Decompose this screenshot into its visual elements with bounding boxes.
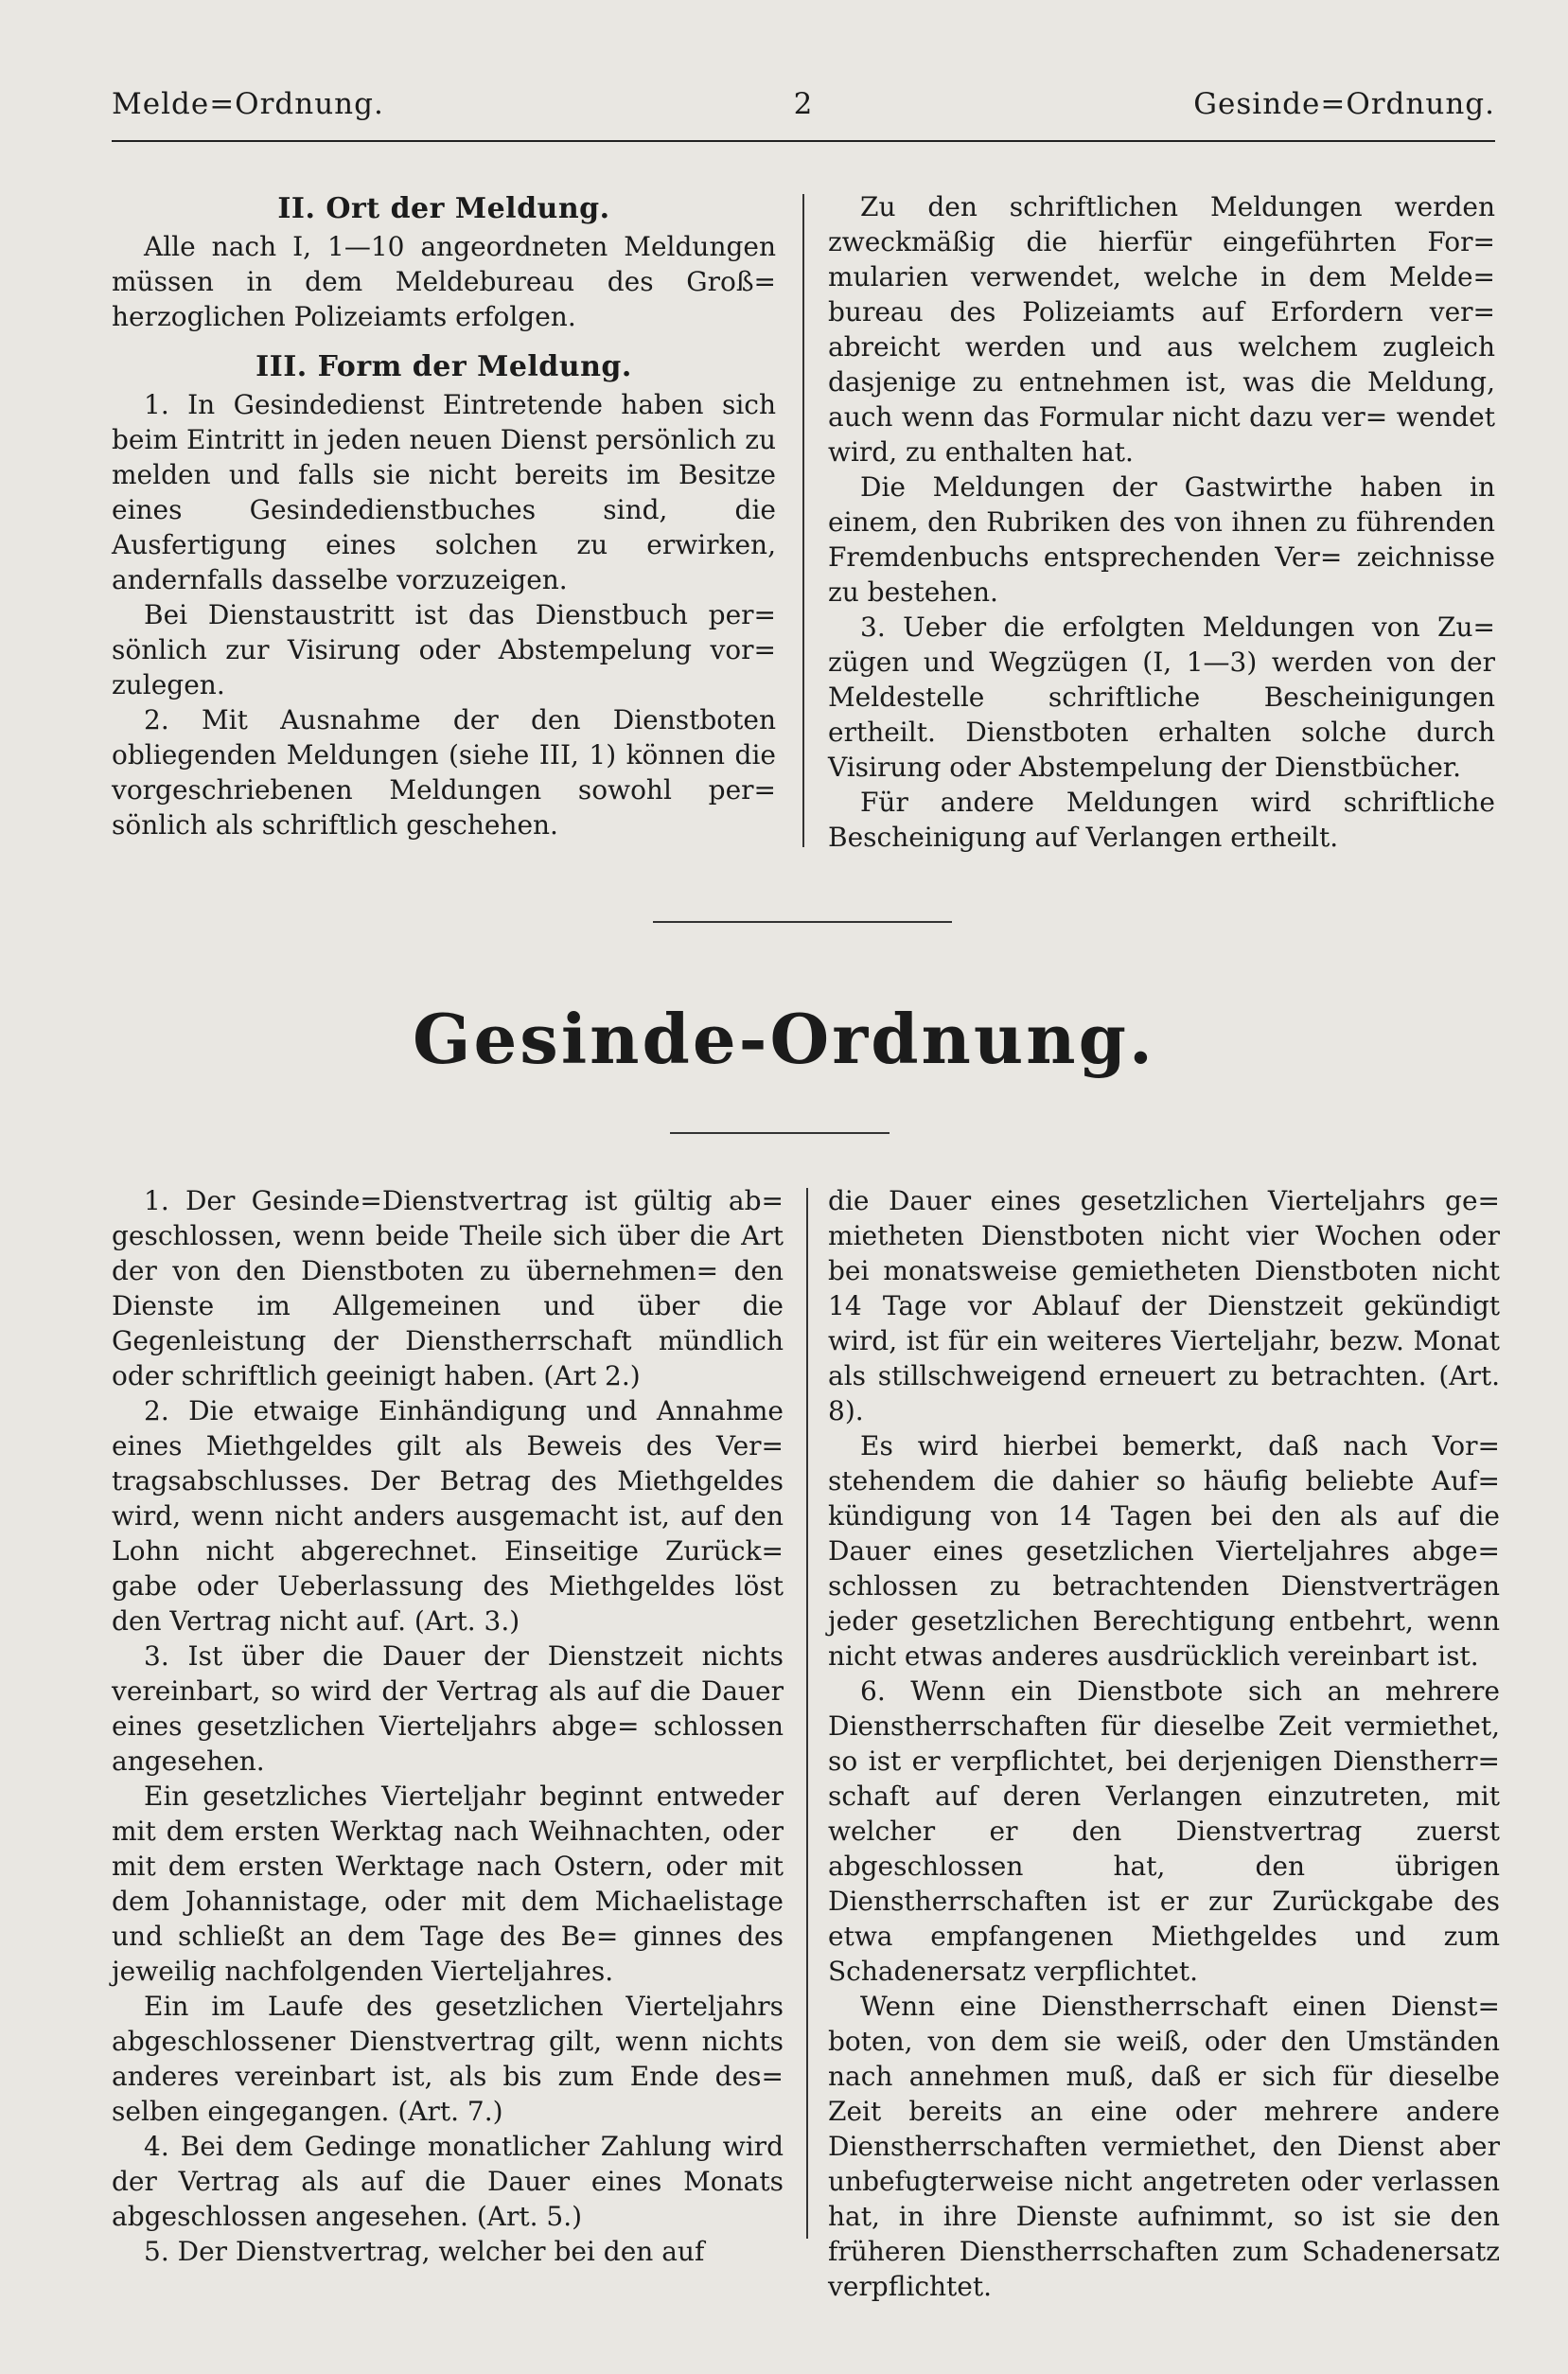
paragraph: Für andere Meldungen wird schriftliche Bescheinigung auf Verlangen ertheilt. bbox=[828, 787, 1495, 853]
paragraph: 5. Der Dienstvertrag, welcher bei den auf bbox=[144, 2236, 705, 2267]
header-rule bbox=[112, 140, 1495, 142]
gesinde-column-right bbox=[828, 1183, 1500, 2304]
running-header bbox=[112, 87, 1495, 140]
paragraph: 3. Ist über die Dauer der Dienstzeit nichts vereinbart, so wird der Vertrag als auf die Dauer eines gesetzlichen Vierteljahrs abge= schlossen angesehen. bbox=[112, 1640, 784, 1777]
paragraph: 2. Die etwaige Einhändigung und Annahme eines Miethgeldes gilt als Beweis des Ver= tragsabschlusses. Der Betrag des Miethgeldes wird, wenn nicht anders ausgemacht ist, auf den Lohn nicht abgerechnet. Einseitige Zurück= gabe oder Ueberlassung des Miethgeldes löst den Vertrag nicht auf. (Art. 3.) bbox=[112, 1395, 784, 1637]
paragraph: 1. In Gesindedienst Eintretende haben sich beim Eintritt in jeden neuen Dienst persönlich zu melden und falls sie nicht bereits im Besitze eines Gesindedienstbuches sind, die Ausfertigung eines solchen zu erwirken, andernfalls dasselbe vorzuzeigen. bbox=[112, 389, 776, 595]
header-left-title: Melde=Ordnung. bbox=[112, 87, 384, 121]
melde-column-left bbox=[112, 189, 776, 842]
paragraph: 4. Bei dem Gedinge monatlicher Zahlung wird der Vertrag als auf die Dauer eines Monats abgeschlossen angesehen. (Art. 5.) bbox=[112, 2131, 784, 2232]
section-separator bbox=[653, 921, 952, 923]
column-divider bbox=[802, 194, 804, 847]
paragraph: Ein gesetzliches Vierteljahr beginnt entweder mit dem ersten Werktag nach Weihnachten, oder mit dem ersten Werktage nach Ostern, oder mit dem Johannistage, oder mit dem Michaelistage und schließt an dem Tage des Be= ginnes des jeweilig nachfolgenden Vierteljahres. bbox=[112, 1780, 784, 1987]
title-rule bbox=[670, 1132, 890, 1134]
paragraph: 3. Ueber die erfolgten Meldungen von Zu= zügen und Wegzügen (I, 1—3) werden von der Meldestelle schriftliche Bescheinigungen ertheilt. Dienstboten erhalten solche durch Visirung oder Abstempelung der Dienstbücher. bbox=[828, 611, 1495, 783]
gesinde-ordnung-title: Gesinde-Ordnung. bbox=[412, 999, 1155, 1079]
paragraph: Alle nach I, 1—10 angeordneten Meldungen müssen in dem Meldebureau des Groß= herzoglichen Polizeiamts erfolgen. bbox=[112, 231, 776, 332]
paragraph: Es wird hierbei bemerkt, daß nach Vor= stehendem die dahier so häufig beliebte Auf= kündigung von 14 Tagen bei den als auf die Dauer eines gesetzlichen Vierteljahres abge= schlossen zu betrachtenden Dienstverträgen jeder gesetzlichen Berechtigung entbehrt, wenn nicht etwas anderes ausdrücklich vereinbart ist. bbox=[828, 1430, 1500, 1672]
paragraph: Die Meldungen der Gastwirthe haben in einem, den Rubriken des von ihnen zu führenden Fremdenbuchs entsprechenden Ver= zeichnisse zu bestehen. bbox=[828, 471, 1495, 608]
paragraph: Bei Dienstaustritt ist das Dienstbuch per= sönlich zur Visirung oder Abstempelung vor= zulegen. bbox=[112, 599, 776, 700]
paragraph: 6. Wenn ein Dienstbote sich an mehrere Dienstherrschaften für dieselbe Zeit vermiethet, so ist er verpflichtet, bei derjenigen Dienstherr= schaft auf deren Verlangen einzutreten, mit welcher er den Dienstvertrag zuerst abgeschlossen hat, den übrigen Dienstherrschaften ist er zur Zurückgabe des etwa empfangenen Miethgeldes und zum Schadenersatz verpflichtet. bbox=[828, 1675, 1500, 1987]
header-right-title: Gesinde=Ordnung. bbox=[1193, 87, 1495, 121]
section-heading-ort: II. Ort der Meldung. bbox=[277, 192, 610, 225]
paragraph: Ein im Laufe des gesetzlichen Vierteljahrs abgeschlossener Dienstvertrag gilt, wenn nichts anderes vereinbart ist, als bis zum Ende des= selben eingegangen. (Art. 7.) bbox=[112, 1991, 784, 2127]
melde-column-right bbox=[828, 189, 1495, 855]
paragraph: Wenn eine Dienstherrschaft einen Dienst= boten, von dem sie weiß, oder den Umständen nach annehmen muß, daß er sich für dieselbe Zeit bereits an eine oder mehrere andere Dienstherrschaften vermiethet, den Dienst aber unbefugterweise nicht angetreten oder verlassen hat, in ihre Dienste aufnimmt, so ist sie den früheren Dienstherrschaften zum Schadenersatz verpflichtet. bbox=[828, 1991, 1500, 2302]
paragraph: 1. Der Gesinde=Dienstvertrag ist gültig ab= geschlossen, wenn beide Theile sich über die Art der von den Dienstboten zu übernehmen= den Dienste im Allgemeinen und über die Gegenleistung der Dienstherrschaft mündlich oder schriftlich geeinigt haben. (Art 2.) bbox=[112, 1185, 784, 1391]
section-heading-form: III. Form der Meldung. bbox=[255, 350, 632, 383]
paragraph: Zu den schriftlichen Meldungen werden zweckmäßig die hierfür eingeführten For= mularien verwendet, welche in dem Melde= bureau des Polizeiamts auf Erfordern ver= abreicht werden und aus welchem zugleich dasjenige zu entnehmen ist, was die Meldung, auch wenn das Formular nicht dazu ver= wendet wird, zu enthalten hat. bbox=[828, 191, 1495, 468]
column-divider bbox=[806, 1188, 808, 2239]
paragraph: 2. Mit Ausnahme der den Dienstboten obliegenden Meldungen (siehe III, 1) können die vorgeschriebenen Meldungen sowohl per= sönlich als schriftlich geschehen. bbox=[112, 704, 776, 841]
page-number: 2 bbox=[793, 87, 814, 121]
gesinde-column-left bbox=[112, 1183, 784, 2269]
paragraph: die Dauer eines gesetzlichen Vierteljahrs ge= mietheten Dienstboten nicht vier Wochen oder bei monatsweise gemietheten Dienstboten nicht 14 Tage vor Ablauf der Dienstzeit gekündigt wird, ist für ein weiteres Vierteljahr, bezw. Monat als stillschweigend erneuert zu betrachten. (Art. 8). bbox=[828, 1185, 1500, 1426]
